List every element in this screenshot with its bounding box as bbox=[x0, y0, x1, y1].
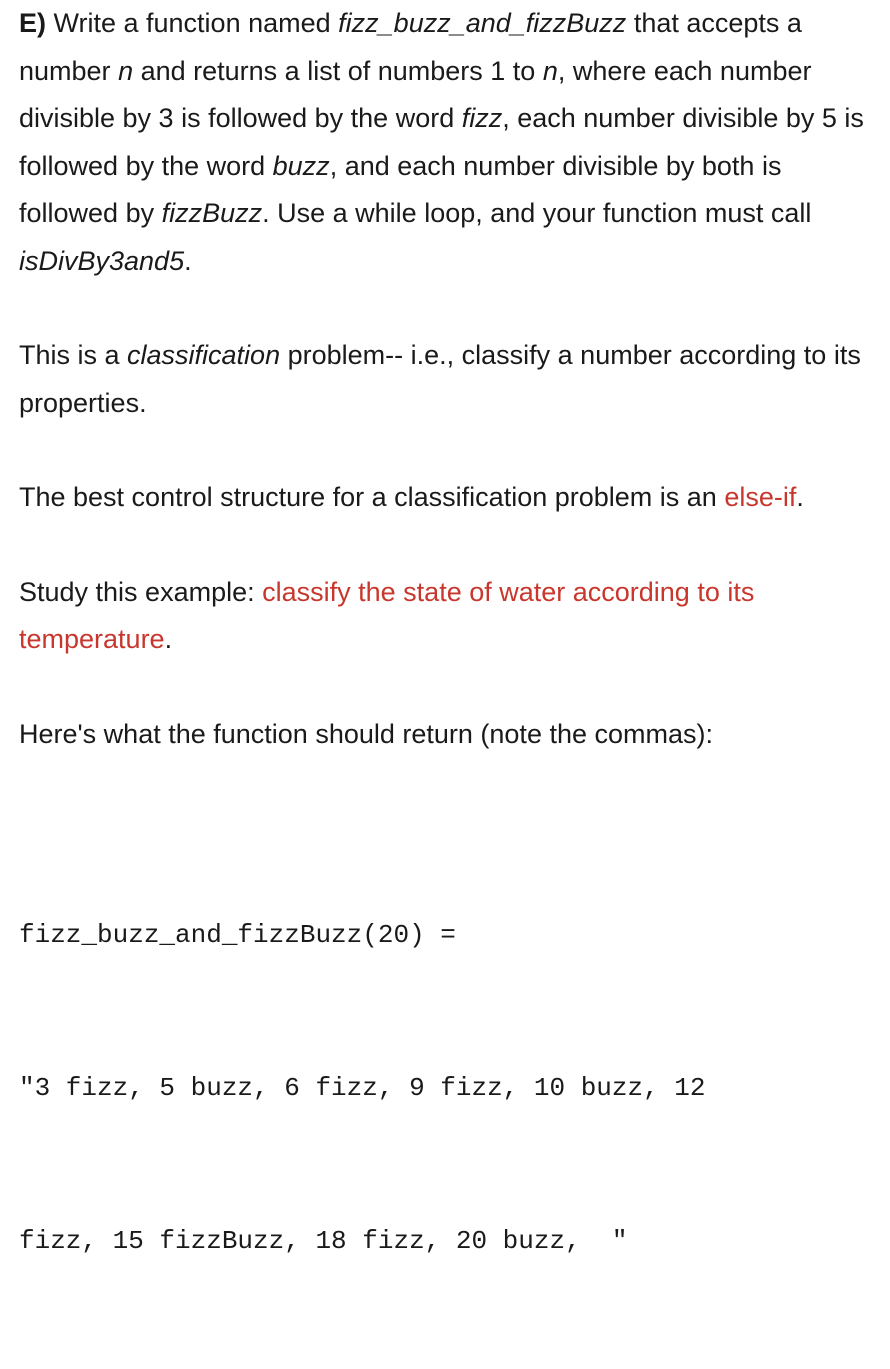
else-if-link[interactable]: else-if bbox=[724, 482, 797, 512]
instruction-text: Write a function named bbox=[46, 8, 339, 38]
instruction-text: . Use a while loop, and your function must call bbox=[262, 198, 812, 228]
variable-n: n bbox=[542, 55, 558, 86]
paragraph-text: The best control structure for a classification problem is an bbox=[19, 482, 725, 512]
paragraph-text: . bbox=[796, 482, 804, 512]
part-label: E) bbox=[19, 8, 46, 38]
instruction-text: , where each number divisible by 3 is followed by the word bbox=[19, 55, 812, 133]
instruction-text: that accepts a number bbox=[19, 8, 802, 86]
word-buzz: buzz bbox=[272, 150, 330, 181]
instruction-text: and returns a list of numbers 1 to bbox=[133, 55, 543, 86]
paragraph-text: This is a bbox=[19, 340, 128, 370]
return-note-paragraph: Here's what the function should return (note the commas): bbox=[19, 718, 713, 749]
instruction-text: . bbox=[184, 245, 192, 276]
instruction-paragraph bbox=[19, 0, 881, 285]
classification-emphasis: classification bbox=[127, 340, 281, 370]
example-paragraph bbox=[19, 569, 881, 664]
code-example bbox=[19, 808, 881, 1369]
function-name: fizz_buzz_and_fizzBuzz bbox=[338, 8, 627, 38]
paragraph-text: problem-- i.e., classify a number according to its properties. bbox=[19, 340, 861, 418]
instruction-text: , and each number divisible by both is followed by bbox=[19, 150, 782, 228]
variable-n: n bbox=[118, 55, 134, 86]
code-line-output: fizz, 15 fizzBuzz, 18 fizz, 20 buzz, " bbox=[19, 1226, 628, 1256]
control-structure-paragraph bbox=[19, 474, 881, 522]
water-state-example-link[interactable]: classify the state of water according to its temperature bbox=[19, 576, 755, 654]
paragraph-text: . bbox=[164, 624, 173, 654]
word-fizz: fizz bbox=[461, 103, 503, 133]
helper-function-name: isDivBy3and5 bbox=[19, 245, 185, 276]
code-line-call: fizz_buzz_and_fizzBuzz(20) = bbox=[19, 920, 456, 950]
classification-paragraph bbox=[19, 332, 881, 427]
paragraph-text: Study this example: bbox=[19, 576, 263, 607]
document-body bbox=[19, 0, 881, 1369]
word-fizzbuzz: fizzBuzz bbox=[161, 198, 263, 228]
instruction-text: , each number divisible by 5 is followed by the word bbox=[19, 103, 864, 181]
code-line-output: "3 fizz, 5 buzz, 6 fizz, 9 fizz, 10 buzz, 12 bbox=[19, 1073, 706, 1103]
